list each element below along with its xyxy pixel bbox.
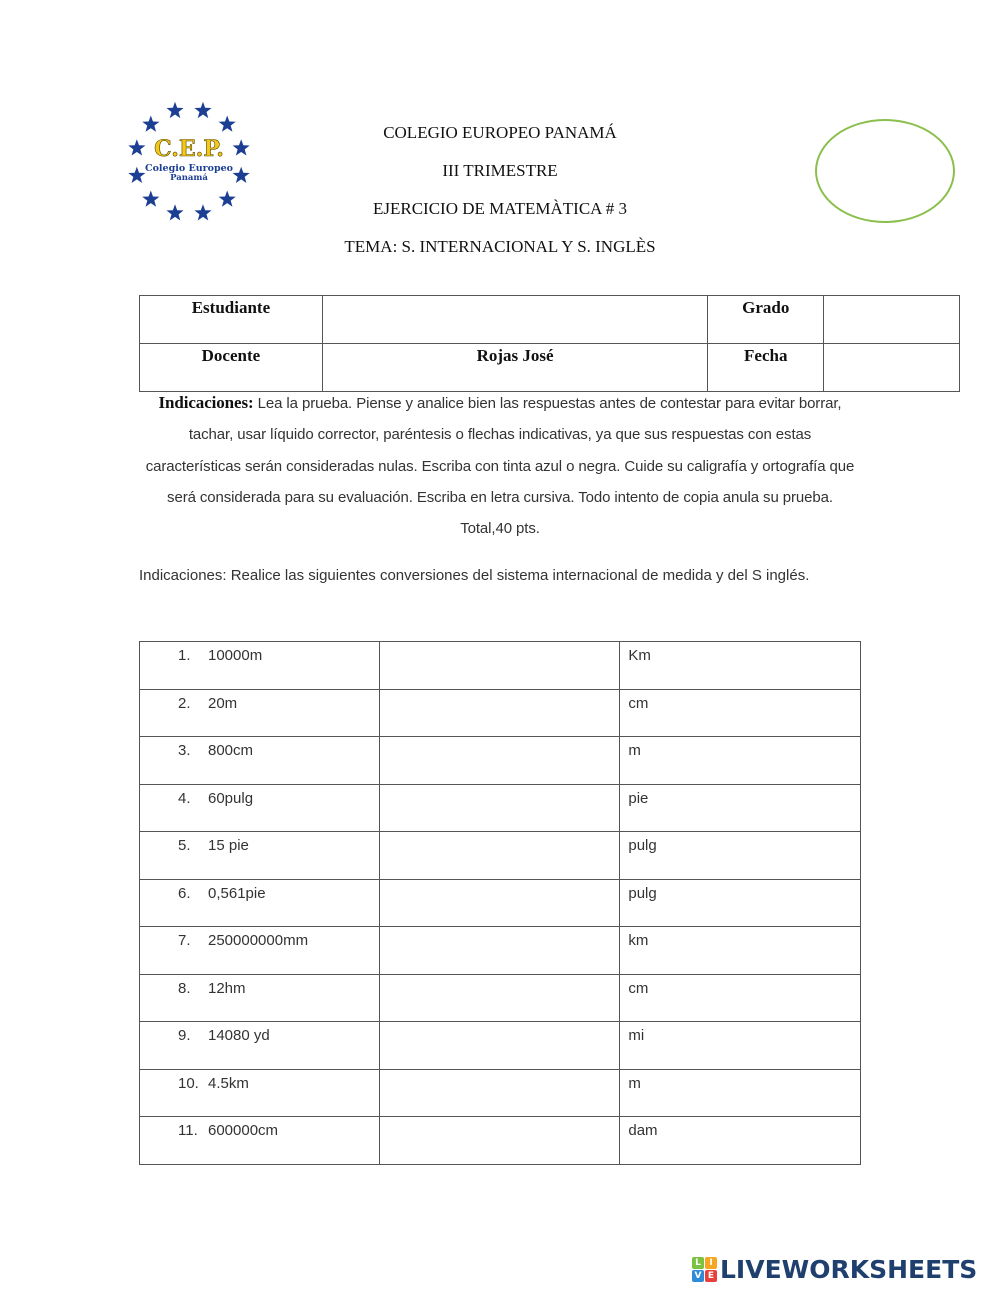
exercise-row (140, 1069, 861, 1117)
info-row-student (140, 296, 960, 344)
date-field[interactable] (824, 344, 960, 392)
star-icon (166, 204, 183, 220)
exercise-row (140, 1117, 861, 1165)
grade-label: Grado (708, 296, 824, 344)
exercise-target-unit: Km (620, 642, 861, 690)
exercise-number: 10. (178, 1074, 199, 1092)
exercise-given-value: 12hm (208, 979, 246, 997)
liveworksheets-brand (692, 1255, 977, 1283)
exercise-answer-cell (379, 927, 620, 975)
instructions-label: Indicaciones: (158, 393, 254, 412)
exercise-number: 1. (178, 647, 191, 664)
instructions-text: Lea la prueba. Piense y analice bien las respuestas antes de contestar para evitar borrar, tachar, usar líquido corrector, paréntesis o flechas indicativas, ya que sus respuestas con estas características serán consideradas nulas. Escriba con tinta azul o negra. Cuide su caligrafía y ortografía que será considerada para su evaluación. Escriba en letra cursiva. Todo intento de copia anula su prueba. Total,40 pts. (145, 395, 855, 538)
info-row-teacher (140, 344, 960, 392)
document-header (250, 114, 750, 266)
exercise-given (140, 737, 380, 785)
exercise-answer-input[interactable] (388, 647, 616, 685)
exercise-target-unit: cm (620, 689, 861, 737)
school-name: COLEGIO EUROPEO PANAMÁ (383, 123, 617, 142)
topic-title: TEMA: S. INTERNACIONAL Y S. INGLÈS (344, 237, 656, 256)
exercise-target-unit: pulg (620, 832, 861, 880)
exercise-given (140, 642, 380, 690)
exercise-answer-cell (379, 1117, 620, 1165)
teacher-value: Rojas José (322, 344, 707, 392)
score-oval (815, 119, 955, 223)
exercise-row (140, 784, 861, 832)
exercise-answer-cell (379, 1022, 620, 1070)
exercise-row (140, 737, 861, 785)
exercise-given (140, 927, 380, 975)
exercise-target-unit: mi (620, 1022, 861, 1070)
exercise-number: 4. (178, 789, 191, 807)
exercise-given-value: 800cm (208, 742, 254, 759)
logo-name-line1: Colegio Europeo (145, 163, 233, 174)
exercise-given-value: 15 pie (208, 837, 249, 854)
conversion-instructions: Indicaciones: Realice las siguientes conversiones del sistema internacional de medida y del S inglés. (139, 567, 810, 584)
exercise-answer-input[interactable] (388, 837, 616, 875)
exercise-title: EJERCICIO DE MATEMÀTICA # 3 (372, 199, 628, 218)
exercise-given (140, 1069, 380, 1117)
exercise-answer-cell (379, 974, 620, 1022)
exercise-given-value: 60pulg (208, 789, 254, 807)
exercise-number: 8. (178, 979, 191, 997)
conversion-table (139, 641, 861, 1165)
exercise-answer-input[interactable] (388, 932, 616, 970)
exercise-given (140, 689, 380, 737)
exercise-answer-input[interactable] (388, 790, 616, 828)
exercise-given-value: 20m (208, 694, 238, 712)
exercise-answer-cell (379, 737, 620, 785)
exercise-given (140, 1117, 380, 1165)
exercise-row (140, 832, 861, 880)
school-logo-graphic (126, 100, 252, 224)
logo-initials: C.E.P. (154, 136, 224, 162)
star-icon (194, 102, 211, 118)
exercise-target-unit: dam (620, 1117, 861, 1165)
exercise-answer-cell (379, 689, 620, 737)
general-instructions (140, 387, 860, 544)
exercise-number: 6. (178, 884, 191, 902)
exercise-given (140, 784, 380, 832)
exercise-row (140, 927, 861, 975)
exercise-answer-cell (379, 642, 620, 690)
exercise-answer-cell (379, 832, 620, 880)
star-icon (142, 190, 159, 206)
student-label: Estudiante (140, 296, 323, 344)
brand-tiles-icon (692, 1257, 717, 1282)
brand-tile: V (692, 1270, 704, 1282)
exercise-answer-input[interactable] (388, 980, 616, 1018)
exercise-answer-cell (379, 784, 620, 832)
exercise-target-unit: pie (620, 784, 861, 832)
exercise-answer-input[interactable] (388, 1027, 616, 1065)
star-icon (233, 167, 250, 183)
exercise-answer-cell (379, 1069, 620, 1117)
exercise-answer-input[interactable] (388, 695, 616, 733)
star-icon (128, 139, 145, 155)
exercise-given (140, 1022, 380, 1070)
brand-tile: L (692, 1257, 704, 1269)
exercise-target-unit: pulg (620, 879, 861, 927)
star-icon (219, 190, 236, 206)
student-field[interactable] (322, 296, 707, 344)
exercise-answer-input[interactable] (388, 742, 616, 780)
star-icon (233, 139, 250, 155)
brand-tile: I (705, 1257, 717, 1269)
exercise-given (140, 879, 380, 927)
brand-name: LIVEWORKSHEETS (720, 1254, 978, 1284)
logo-name-line2: Panamá (170, 173, 208, 183)
exercise-target-unit: km (620, 927, 861, 975)
star-icon (142, 116, 159, 132)
exercise-number: 7. (178, 932, 191, 949)
star-icon (219, 116, 236, 132)
exercise-number: 9. (178, 1027, 191, 1044)
exercise-answer-input[interactable] (388, 885, 616, 923)
exercise-row (140, 974, 861, 1022)
exercise-given (140, 974, 380, 1022)
exercise-row (140, 642, 861, 690)
star-icon (194, 204, 211, 220)
exercise-target-unit: m (620, 1069, 861, 1117)
exercise-answer-cell (379, 879, 620, 927)
brand-tile: E (705, 1270, 717, 1282)
exercise-given-value: 10000m (208, 647, 263, 664)
exercise-number: 2. (178, 694, 191, 712)
exercise-answer-input[interactable] (388, 1075, 616, 1113)
school-logo (126, 100, 252, 224)
student-info-table (139, 295, 960, 392)
exercise-row (140, 689, 861, 737)
exercise-number: 5. (178, 837, 191, 854)
exercise-row (140, 879, 861, 927)
exercise-given (140, 832, 380, 880)
exercise-given-value: 4.5km (208, 1074, 249, 1092)
grade-field[interactable] (824, 296, 960, 344)
star-icon (166, 102, 183, 118)
exercise-number: 3. (178, 742, 191, 759)
star-icon (128, 167, 145, 183)
exercise-given-value: 600000cm (208, 1122, 279, 1139)
exercise-target-unit: cm (620, 974, 861, 1022)
exercise-answer-input[interactable] (388, 1122, 616, 1160)
exercise-given-value: 14080 yd (208, 1027, 270, 1044)
exercise-given-value: 250000000mm (208, 932, 309, 949)
date-label: Fecha (708, 344, 824, 392)
exercise-number: 11. (178, 1122, 198, 1139)
teacher-label: Docente (140, 344, 323, 392)
exercise-target-unit: m (620, 737, 861, 785)
exercise-given-value: 0,561pie (208, 884, 266, 902)
exercise-row (140, 1022, 861, 1070)
term-title: III TRIMESTRE (442, 161, 558, 180)
